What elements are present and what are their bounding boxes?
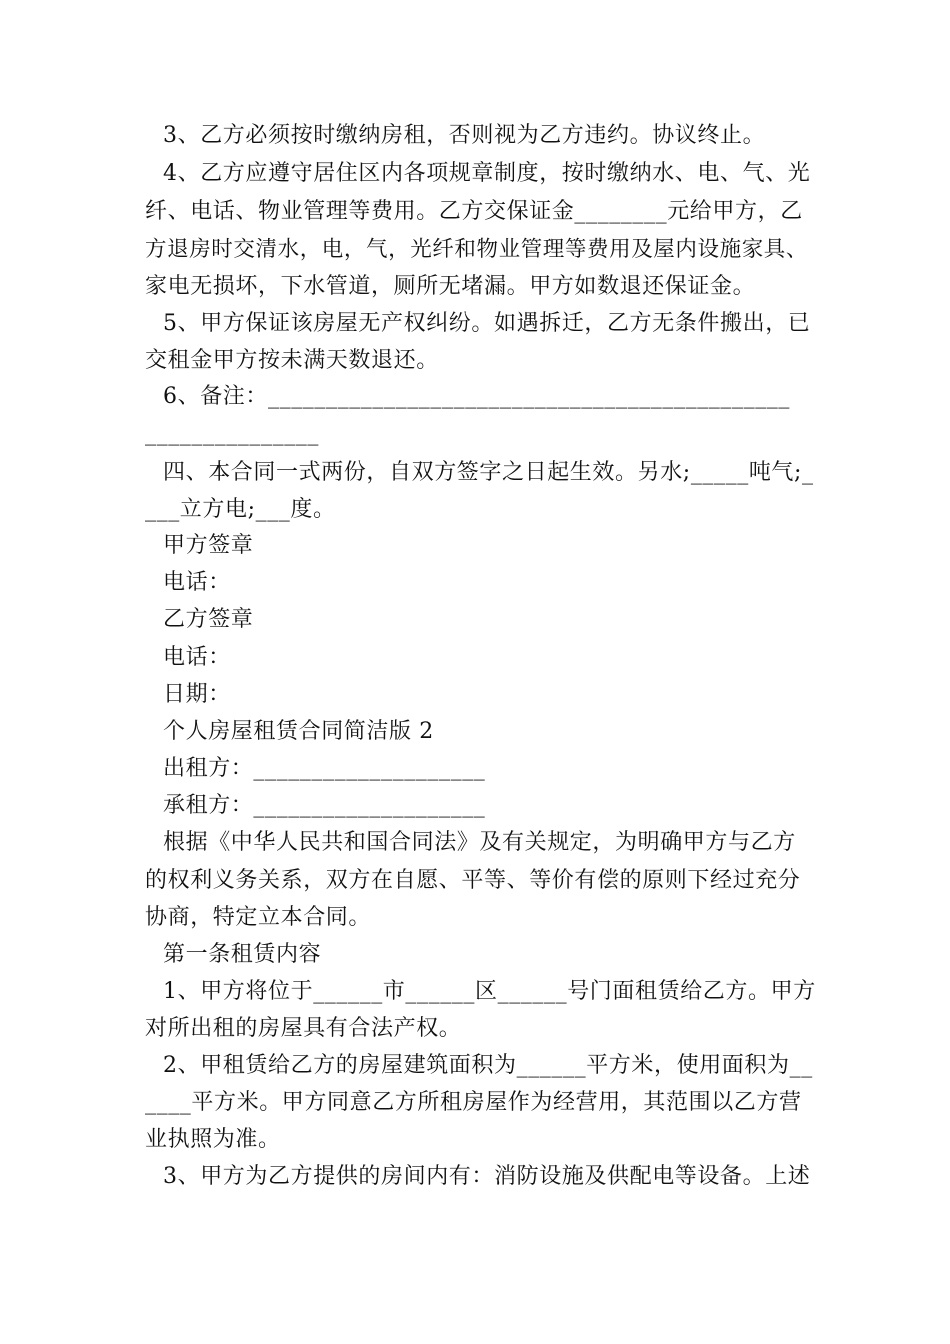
remarks-line-2: _______________ (145, 421, 319, 446)
party-b-signature-label: 乙方签章 (163, 607, 254, 632)
article-1-heading: 第一条租赁内容 (163, 942, 322, 967)
date-label: 日期： (163, 682, 231, 707)
clause-4-line-3: 方退房时交清水，电，气，光纤和物业管理等费用及屋内设施家具、 (145, 237, 809, 262)
party-b-phone-label: 电话： (163, 645, 231, 670)
clause-4-line-4: 家电无损坏，下水管道，厕所无堵漏。甲方如数退还保证金。 (145, 274, 756, 299)
party-a-signature-label: 甲方签章 (163, 533, 254, 558)
preamble-line-1: 根据《中华人民共和国合同法》及有关规定，为明确甲方与乙方 (163, 830, 796, 855)
remarks-line-1: 6、备注：_____________________________________________ (163, 384, 790, 409)
preamble-line-2: 的权利义务关系，双方在自愿、平等、等价有偿的原则下经过充分 (145, 868, 801, 893)
preamble-line-3: 协商，特定立本合同。 (145, 905, 372, 930)
item-2-line-2: ____平方米。甲方同意乙方所租房屋作为经营用，其范围以乙方营 (145, 1090, 802, 1115)
party-a-phone-label: 电话： (163, 570, 231, 595)
item-3-line-1: 3、甲方为乙方提供的房间内有：消防设施及供配电等设备。上述 (163, 1164, 811, 1189)
section-4-line-1: 四、本合同一式两份，自双方签字之日起生效。另水;_____吨气;_ (163, 460, 814, 485)
clause-3-line-1: 3、乙方必须按时缴纳房租，否则视为乙方违约。协议终止。 (163, 123, 766, 148)
item-2-line-1: 2、甲租赁给乙方的房屋建筑面积为______平方米，使用面积为__ (163, 1053, 813, 1078)
lessor-line: 出租方：____________________ (163, 756, 486, 781)
item-1-line-2: 对所出租的房屋具有合法产权。 (145, 1016, 462, 1041)
clause-4-line-1: 4、乙方应遵守居住区内各项规章制度，按时缴纳水、电、气、光 (163, 161, 811, 186)
section-4-line-2: ___立方电;___度。 (145, 497, 336, 522)
contract-title: 个人房屋租赁合同简洁版 2 (163, 719, 434, 744)
clause-5-line-1: 5、甲方保证该房屋无产权纠纷。如遇拆迁，乙方无条件搬出，已 (163, 311, 811, 336)
clause-4-line-2: 纤、电话、物业管理等费用。乙方交保证金________元给甲方，乙 (145, 199, 803, 224)
clause-5-line-2: 交租金甲方按未满天数退还。 (145, 348, 439, 373)
lessee-line: 承租方：____________________ (163, 793, 486, 818)
item-1-line-1: 1、甲方将位于______市______区______号门面租赁给乙方。甲方 (163, 979, 816, 1004)
item-2-line-3: 业执照为准。 (145, 1127, 281, 1152)
